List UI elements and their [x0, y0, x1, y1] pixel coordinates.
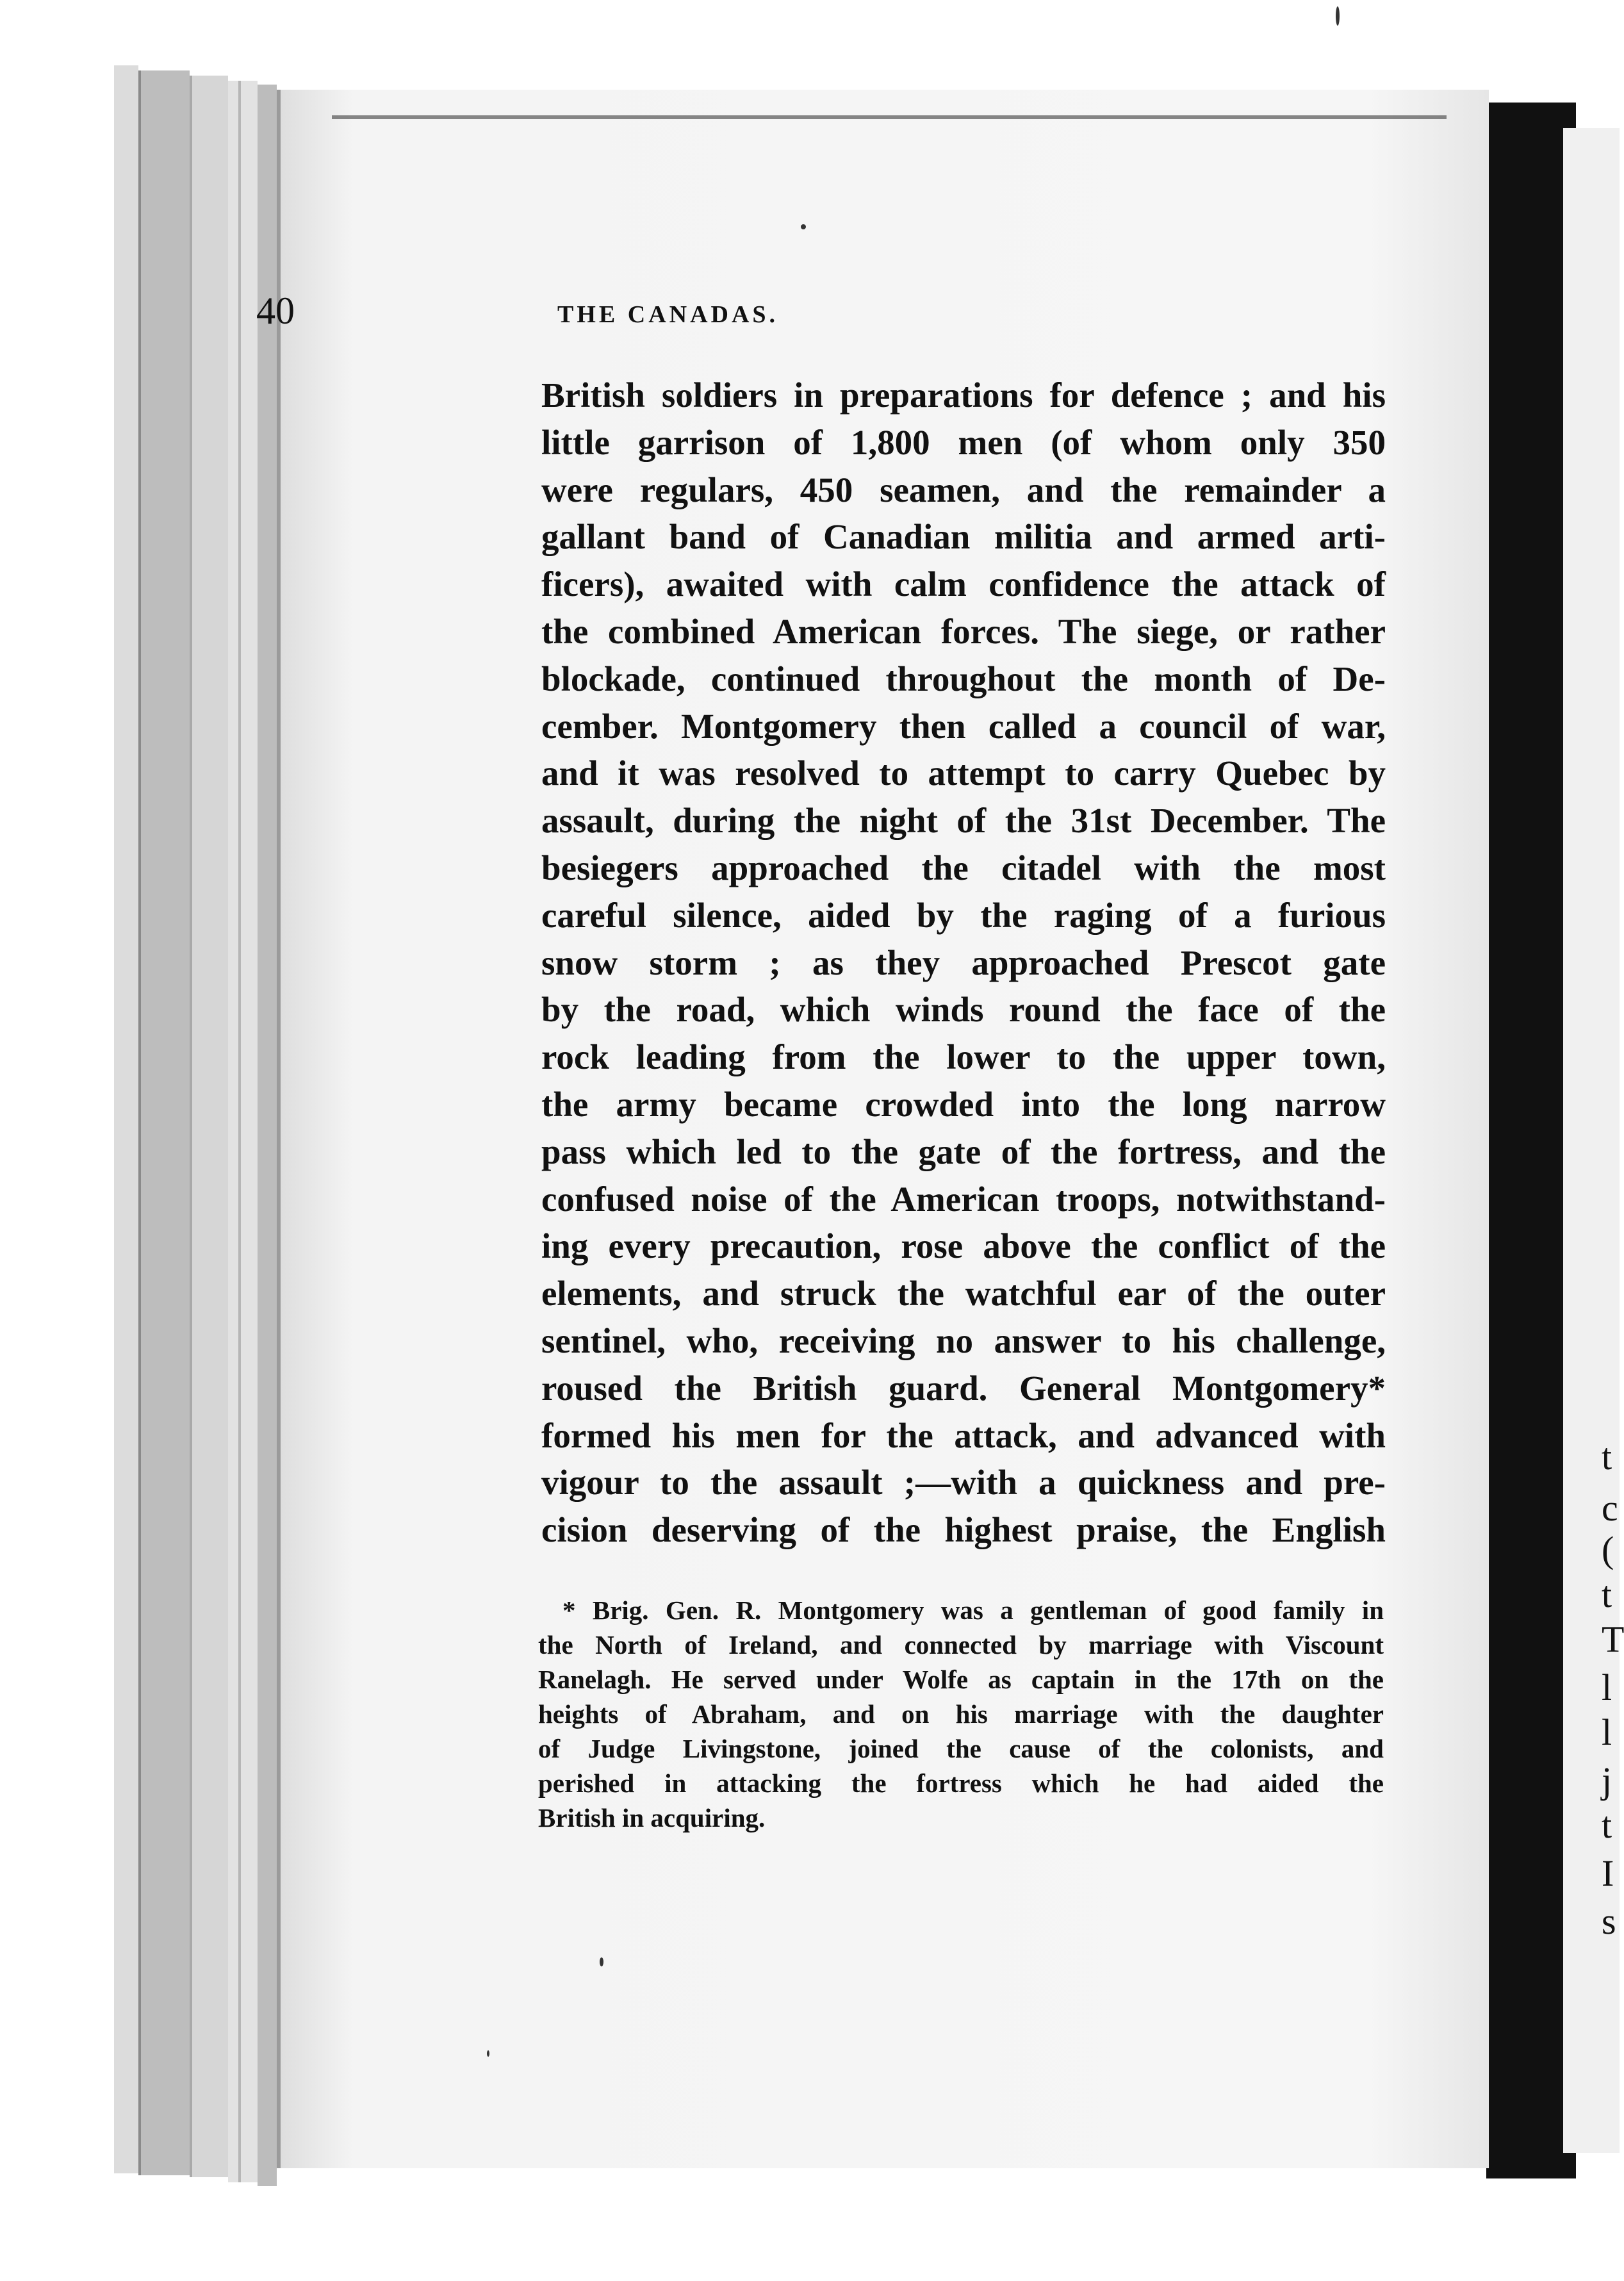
body-line: formed his men for the attack, and advanced with	[541, 1415, 1386, 1455]
body-line: and it was resolved to attempt to carry Quebec by	[541, 753, 1386, 793]
facing-page-letter: s	[1602, 1900, 1616, 1942]
body-line: sentinel, who, receiving no answer to his challenge,	[541, 1321, 1386, 1360]
body-line: blockade, continued throughout the month of De-	[541, 659, 1386, 698]
body-line: besiegers approached the citadel with the most	[541, 848, 1386, 887]
body-line: little garrison of 1,800 men (of whom only 350	[541, 422, 1386, 462]
footnote-line: perished in attacking the fortress which he had aided the	[538, 1768, 1384, 1798]
body-line: assault, during the night of the 31st December. The	[541, 801, 1386, 841]
page-edge	[228, 81, 258, 2182]
scan-speck	[487, 2050, 489, 2057]
footnote-line: the North of Ireland, and connected by marriage with Viscount	[538, 1630, 1384, 1659]
footnote-line: Ranelagh. He served under Wolfe as captain in the 17th on the	[538, 1665, 1384, 1694]
facing-page-letter: l	[1602, 1667, 1612, 1708]
body-line: roused the British guard. General Montgomery*	[541, 1368, 1386, 1408]
facing-page-letter: I	[1602, 1852, 1614, 1894]
scan-speck	[600, 1957, 603, 1966]
page-edge	[138, 70, 190, 2175]
running-title: THE CANADAS.	[557, 301, 779, 328]
footnote-line: heights of Abraham, and on his marriage with the daughter	[538, 1699, 1384, 1729]
body-line: British soldiers in preparations for defence ; and his	[541, 375, 1386, 415]
scan-speck	[1336, 6, 1340, 26]
facing-page-letter: t	[1602, 1804, 1612, 1846]
page-edge	[258, 85, 277, 2186]
body-line: were regulars, 450 seamen, and the remainder a	[541, 470, 1386, 509]
body-text	[541, 372, 1386, 1554]
facing-page-letter: j	[1602, 1759, 1612, 1801]
page-edge-line	[190, 76, 192, 2177]
page-edge	[114, 65, 138, 2173]
body-line: the army became crowded into the long narrow	[541, 1084, 1386, 1124]
page-edge-line	[138, 70, 141, 2175]
body-line: elements, and struck the watchful ear of the outer	[541, 1274, 1386, 1313]
body-line: cember. Montgomery then called a council of war,	[541, 706, 1386, 746]
footnote-line: British in acquiring.	[538, 1803, 766, 1832]
body-line: gallant band of Canadian militia and armed arti-	[541, 517, 1386, 557]
scan-speck	[801, 224, 806, 229]
facing-page-letter: c	[1602, 1487, 1618, 1529]
top-rule	[332, 115, 1447, 119]
footnote-line: of Judge Livingstone, joined the cause of the colonists, and	[538, 1734, 1384, 1763]
body-line: ficers), awaited with calm confidence the attack of	[541, 564, 1386, 604]
facing-page-letter: (	[1602, 1529, 1614, 1570]
body-line: vigour to the assault ;—with a quickness and pre-	[541, 1463, 1386, 1503]
body-line: careful silence, aided by the raging of a furious	[541, 895, 1386, 935]
body-line: snow storm ; as they approached Prescot gate	[541, 943, 1386, 982]
body-line: confused noise of the American troops, notwithstand-	[541, 1179, 1386, 1219]
body-line: pass which led to the gate of the fortress, and the	[541, 1132, 1386, 1171]
page-number: 40	[256, 290, 295, 332]
body-line: rock leading from the lower to the upper town,	[541, 1037, 1386, 1077]
page-edge-line	[238, 81, 241, 2182]
footnote-line: * Brig. Gen. R. Montgomery was a gentleman of good family in	[562, 1595, 1384, 1625]
body-line: by the road, which winds round the face of the	[541, 990, 1386, 1030]
body-line: cision deserving of the highest praise, the English	[541, 1510, 1386, 1550]
body-line: the combined American forces. The siege, or rather	[541, 611, 1386, 651]
running-head	[256, 285, 1128, 336]
facing-page	[1563, 128, 1620, 2153]
footnote	[538, 1593, 1384, 1835]
facing-page-letter: T	[1602, 1618, 1624, 1660]
book-gutter	[1486, 103, 1576, 2178]
facing-page-letter: l	[1602, 1711, 1612, 1753]
facing-page-letter: t	[1602, 1574, 1612, 1615]
facing-page-letter: t	[1602, 1436, 1612, 1478]
page-edge	[190, 76, 228, 2177]
body-line: ing every precaution, rose above the conflict of the	[541, 1226, 1386, 1266]
